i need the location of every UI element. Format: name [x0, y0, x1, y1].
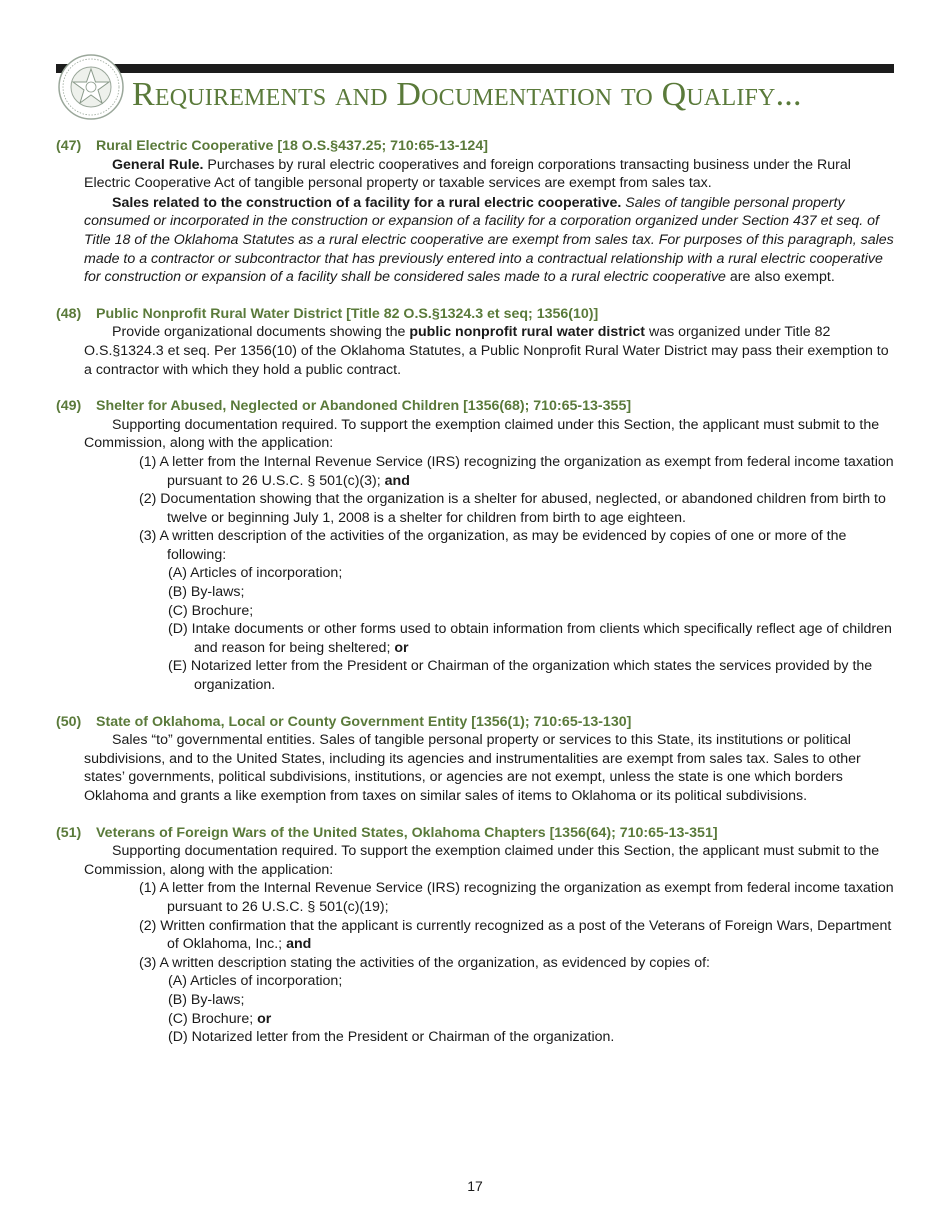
- section-title: Veterans of Foreign Wars of the United States, Oklahoma Chapters [1356(64); 710:65-13-351]: [96, 824, 718, 841]
- list-item: [139, 954, 898, 973]
- list-item-text: (1) A letter from the Internal Revenue Service (IRS) recognizing the organization as exempt from federal income taxation pursuant to 26 U.S.C. § 501(c)(19);: [139, 880, 894, 915]
- sub-list-item: (A) Articles of incorporation;: [168, 565, 343, 582]
- section-heading: [56, 713, 898, 732]
- section-number: (50): [56, 713, 82, 730]
- list-item: [139, 527, 898, 564]
- list-item-conjunction: and: [384, 472, 410, 489]
- page-title: Requirements and Documentation to Qualify...: [132, 76, 802, 113]
- list-item: [139, 917, 898, 954]
- paragraph-text: are also exempt.: [725, 269, 835, 286]
- paragraph-italic-text: Sales of tangible personal property consumed or incorporated in the construction or expansion of a facility for a corporation organized under Section 437 et seq. of Title 18 of the Oklahoma Statutes as a rural electric cooperative are exempt from sales tax. For purposes of this paragraph, sales made to a contractor or subcontractor that has previously entered into a contractual relationship with a rural electric cooperative for construction or expansion of a facility shall be considered sales made to a rural electric cooperative: [84, 194, 894, 286]
- list-item-text: (3) A written description stating the activities of the organization, as evidenced by copies of:: [139, 954, 710, 971]
- section-title: Public Nonprofit Rural Water District [Title 82 O.S.§1324.3 et seq; 1356(10)]: [96, 305, 599, 322]
- list-item-text: (3) A written description of the activities of the organization, as may be evidenced by copies of one or more of the following:: [139, 528, 847, 563]
- section-50: [56, 713, 898, 806]
- oklahoma-state-seal-icon: [58, 54, 124, 120]
- sub-requirements-list: [56, 564, 898, 694]
- paragraph-lead: General Rule.: [112, 156, 204, 173]
- sub-list-item: (D) Notarized letter from the President or Chairman of the organization.: [168, 1029, 615, 1046]
- section-heading: [56, 397, 898, 416]
- section-48: [56, 305, 898, 379]
- list-item: [139, 879, 898, 916]
- page-number: 17: [467, 1178, 483, 1194]
- requirements-list: [56, 453, 898, 565]
- paragraph: [84, 194, 898, 287]
- sub-list-item-conjunction: or: [394, 639, 409, 656]
- section-title: State of Oklahoma, Local or County Government Entity [1356(1); 710:65-13-130]: [96, 713, 632, 730]
- paragraph-text: Purchases by rural electric cooperatives and foreign corporations transacting business under the Rural Electric Cooperative Act of tangible personal property or taxable services are exempt from sales tax.: [84, 156, 851, 192]
- sub-list-item-text: (C) Brochure;: [168, 1010, 258, 1027]
- sub-list-item: (A) Articles of incorporation;: [168, 973, 343, 990]
- sub-requirements-list: [56, 972, 898, 1046]
- list-item-text: (2) Documentation showing that the organization is a shelter for abused, neglected, or abandoned children from birth to twelve or beginning July 1, 2008 is a shelter for children from birth to age eighteen.: [139, 491, 886, 526]
- paragraph-text: Provide organizational documents showing the: [112, 324, 410, 341]
- paragraph: Supporting documentation required. To support the exemption claimed under this Section, the applicant must submit to the Commission, along with the application:: [84, 843, 880, 878]
- sub-list-item: (C) Brochure;: [168, 602, 254, 619]
- sub-list-item: [168, 620, 898, 657]
- list-item-text: (2) Written confirmation that the applicant is currently recognized as a post of the Veterans of Foreign Wars, Department of Oklahoma, Inc.;: [139, 917, 892, 953]
- document-body: [56, 137, 898, 1065]
- list-item-conjunction: and: [286, 936, 312, 953]
- paragraph: [84, 323, 898, 379]
- section-49: [56, 397, 898, 695]
- list-item: [139, 453, 898, 490]
- paragraph-lead: Sales related to the construction of a facility for a rural electric cooperative.: [112, 194, 622, 211]
- paragraph: Sales “to” governmental entities. Sales of tangible personal property or services to this State, its institutions or political subdivisions, and to the United States, including its agencies and instrumentalities are exempt from sales tax. Sales to other states’ governments, political subdivisions, institutions, or agencies are not exempt, unless the state is one which borders Oklahoma and grants a like exemption from taxes on similar sales of items to Oklahoma or its political subdivisions.: [84, 732, 861, 804]
- paragraph-text: was organized under Title 82 O.S.§1324.3 et seq. Per 1356(10) of the Oklahoma Statutes, a Public Nonprofit Rural Water District may pass their exemption to a contractor with which they hold a public contract.: [84, 324, 889, 378]
- sub-list-item: [168, 1010, 898, 1029]
- sub-list-item-conjunction: or: [257, 1010, 272, 1027]
- section-number: (47): [56, 138, 82, 154]
- section-heading: [56, 137, 898, 156]
- paragraph: Supporting documentation required. To support the exemption claimed under this Section, the applicant must submit to the Commission, along with the application:: [84, 416, 880, 452]
- section-heading: [56, 824, 898, 843]
- section-number: (48): [56, 305, 82, 322]
- list-item: [139, 490, 898, 527]
- header-bar: [56, 64, 894, 73]
- paragraph-bold-text: public nonprofit rural water district: [409, 324, 646, 341]
- list-item-text: (1) A letter from the Internal Revenue Service (IRS) recognizing the organization as exempt from federal income taxation pursuant to 26 U.S.C. § 501(c)(3);: [139, 453, 894, 489]
- section-51: [56, 824, 898, 1047]
- section-47: [56, 137, 898, 287]
- sub-list-item-text: (D) Intake documents or other forms used to obtain information from clients which specifically reflect age of children and reason for being sheltered;: [168, 621, 892, 656]
- section-heading: [56, 305, 898, 324]
- sub-list-item: (B) By-laws;: [168, 991, 245, 1008]
- paragraph: [84, 156, 898, 193]
- section-title: Rural Electric Cooperative [18 O.S.§437.25; 710:65-13-124]: [96, 138, 488, 154]
- sub-list-item: (B) By-laws;: [168, 584, 245, 601]
- section-title: Shelter for Abused, Neglected or Abandoned Children [1356(68); 710:65-13-355]: [96, 398, 632, 415]
- requirements-list: [56, 879, 898, 972]
- section-number: (51): [56, 824, 82, 841]
- section-number: (49): [56, 398, 82, 415]
- sub-list-item: (E) Notarized letter from the President or Chairman of the organization which states the services provided by the organization.: [168, 658, 873, 694]
